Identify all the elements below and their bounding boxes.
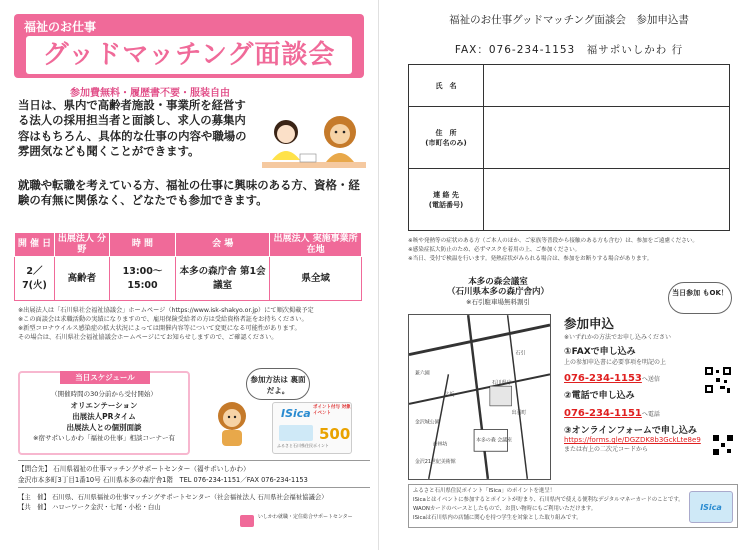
parking-note: ※石引駐車場無料割引 bbox=[466, 298, 530, 306]
isica-point-card bbox=[272, 402, 352, 454]
note-line: ※この面談会は求職活動の実績になりますので、雇用保険受給者の方は受給資格者証をお持ちください。 bbox=[18, 316, 308, 323]
col-time: 時 間 bbox=[109, 233, 175, 257]
schedule-item: （開催時間の30分前から受付開始） bbox=[51, 390, 157, 398]
map-label: 石川県庁 bbox=[491, 380, 512, 387]
points-value: 500 bbox=[319, 425, 351, 443]
col-field: 出展法人 分 野 bbox=[54, 233, 109, 257]
schedule-item: 出展法人との個別面談 bbox=[66, 423, 142, 432]
cell-time: 13:00～15:00 bbox=[109, 257, 175, 301]
map-label: 出羽町 bbox=[511, 409, 527, 416]
intro-text: 当日は、県内で高齢者施設・事業所を経営する法人の採用担当者と面談し、求人の募集内容はもちろん、具体的な仕事の内容や職場の雰囲気なども聞くことができます。 bbox=[18, 98, 247, 159]
col-area: 出展法人 実施事業所在地 bbox=[270, 233, 362, 257]
walk-in-ok-bubble: 当日参加 もOK！ bbox=[668, 282, 732, 314]
card-icon bbox=[279, 425, 313, 441]
venue-name: 本多の森会議室 bbox=[468, 277, 528, 287]
organizer-line: 【共 催】 ハローワーク金沢・七尾・小松・白山 bbox=[18, 503, 161, 511]
logo-text: いしかわ就職・定住総合サポートセンター bbox=[258, 514, 353, 520]
name-field[interactable] bbox=[484, 65, 730, 107]
point-line: ふるさと石川県住民ポイント「ISica」のポイントを進呈！ bbox=[413, 488, 556, 494]
header-banner bbox=[14, 14, 364, 78]
speech-bubble: 参加方法は 裏面だよ。 bbox=[246, 368, 310, 400]
interview-illustration-icon bbox=[262, 110, 366, 190]
point-line: ISicaは石川県内の店舗に関心を持つ学生を対象とした取り組みです。 bbox=[413, 515, 582, 521]
cell-field: 高齢者 bbox=[54, 257, 109, 301]
address-field[interactable] bbox=[484, 107, 730, 169]
cell-date: 2／7(火) bbox=[15, 257, 55, 301]
organizer-line: 【主 催】 石川県、石川県福祉の仕事マッチングサポートセンター（社会福祉法人 石川県社会福祉協議会） bbox=[18, 493, 328, 501]
flyer-front bbox=[0, 0, 372, 550]
notes bbox=[18, 306, 370, 342]
online-form-note: または右上の二次元コードから bbox=[564, 446, 649, 453]
phone-field[interactable] bbox=[484, 169, 730, 231]
form-title: 福祉のお仕事グッドマッチング面談会 参加申込書 bbox=[449, 14, 689, 26]
support-center-logo bbox=[240, 514, 370, 528]
application-form bbox=[408, 64, 730, 231]
map-label: 本多の森 会議室 bbox=[476, 437, 513, 444]
map-label: 石引 bbox=[515, 350, 526, 357]
fax-method: ①FAXで申し込み bbox=[564, 347, 636, 357]
event-table bbox=[14, 232, 362, 301]
qr-code-icon[interactable] bbox=[704, 366, 732, 394]
isica-point-info bbox=[408, 484, 738, 528]
organizers bbox=[18, 492, 370, 512]
isica-card-icon: ISica bbox=[689, 491, 733, 523]
venue-info bbox=[408, 277, 588, 307]
col-date: 開 催 日 bbox=[15, 233, 55, 257]
note-line: ※感染症拡大防止のため、必ずマスクを着用の上、ご参加ください。 bbox=[408, 247, 581, 253]
schedule-item: ※宿サポいしかわ「福祉の仕事」相談コーナー有 bbox=[33, 434, 175, 442]
intro-text-2: 就職や転職を考えている方、福祉の仕事に興味のある方、資格・経験の有無に関係なく、どなたでも参加できます。 bbox=[18, 178, 360, 208]
schedule-item: オリエンテーション bbox=[70, 401, 138, 410]
card-sub-label: ふるさと石川県住民ポイント bbox=[277, 443, 329, 448]
contact-info bbox=[18, 460, 370, 488]
header-title: グッドマッチング面談会 bbox=[26, 36, 352, 74]
points-label: ポイント付与 対象イベント bbox=[313, 405, 351, 416]
phone-number-link[interactable]: 076-234-1151 bbox=[564, 408, 642, 419]
free-entry-note: 参加費無料・履歴書不要・服装自由 bbox=[70, 88, 230, 99]
schedule-title: 当日スケジュール bbox=[60, 371, 150, 384]
fax-line: FAX：076-234-1153 福サポいしかわ 行 bbox=[454, 44, 684, 56]
note-line: ※咳や発熱等の症状のある方（ご本人のほか、ご家族等普段から接触のある方も含む）は、参加をご遠慮ください。 bbox=[408, 238, 698, 244]
fax-method-note: 上の参加申込書に必要事項を明記の上 bbox=[564, 359, 667, 366]
isica-logo: ISica bbox=[281, 407, 311, 420]
form-label-contact: 連 絡 先 (電話番号) bbox=[409, 169, 484, 231]
apply-title: 参加申込 bbox=[564, 316, 615, 331]
form-notes bbox=[408, 237, 738, 264]
venue-place: （石川県本多の森庁舎内） bbox=[446, 287, 549, 297]
header-subtitle: 福祉のお仕事 bbox=[24, 20, 97, 34]
note-line: ※当日、受付で検温を行います。発熱症状がみられる場合は、参加をお断りする場合があります。 bbox=[408, 256, 653, 262]
note-line: その場合は、石川県社会福祉協議会ホームページにてお知らせしますので、ご確認ください。 bbox=[18, 334, 278, 341]
map-label: 金沢21世紀美術館 bbox=[414, 459, 456, 466]
logo-mark-icon bbox=[240, 515, 254, 527]
contact-line: 金沢市本多町3丁目1番10号 石川県本多の森庁舎1階 TEL 076-234-1151／FAX 076-234-1153 bbox=[18, 476, 308, 484]
contact-line: 【問合先】 石川県福祉の仕事マッチングサポートセンター（福サポいしかわ） bbox=[18, 465, 250, 473]
cell-venue: 本多の森庁舎 第1会議室 bbox=[176, 257, 270, 301]
mascot-icon bbox=[212, 398, 252, 448]
note-line: ※出展法人は「石川県社会福祉協議会」ホームページ（https://www.isk-shakyo.or.jp）にて順次掲載予定 bbox=[18, 307, 314, 314]
col-venue: 会 場 bbox=[176, 233, 270, 257]
point-line: ISicaとはイベントに参加するとポイントが貯まり、石川県内で使える便利なデジタルマネーカードのことです。 bbox=[413, 497, 684, 503]
point-line: WAONカードのベースとしたもので、お買い物時にもご利用いただけます。 bbox=[413, 506, 597, 512]
online-method: ③オンラインフォームで申し込み bbox=[564, 426, 697, 436]
form-label-name: 氏 名 bbox=[409, 65, 484, 107]
map-label: 金沢城公園 bbox=[414, 419, 440, 426]
phone-method: ②電話で申し込み bbox=[564, 391, 635, 401]
cell-area: 県全域 bbox=[270, 257, 362, 301]
map-label: 広坂 bbox=[444, 392, 455, 399]
page-divider bbox=[378, 0, 379, 550]
apply-subtitle: ※いずれかの方法でお申し込みください bbox=[564, 334, 672, 341]
map-label: 兼六園 bbox=[414, 370, 430, 377]
qr-code-small-icon[interactable] bbox=[712, 434, 734, 456]
application-form-page bbox=[388, 0, 750, 550]
map-label: 香林坊 bbox=[432, 441, 448, 448]
online-form-link[interactable]: https://forms.gle/DGZDK8b3GckLte8e9 bbox=[564, 436, 701, 444]
schedule-item: 出展法人PRタイム bbox=[72, 412, 136, 421]
apply-section: 参加申込 ※いずれかの方法でお申し込みください ①FAXで申し込み 上の参加申込書に必要事項を明記の上 076-234-1153へ送信 ②電話で申し込み 076-234-1151へ電話 ③オンラインフォームで申し込み https://forms.gle/DGZDK8b3GckLte8e9 または右上の二次元コードから bbox=[564, 314, 744, 453]
form-label-address: 住 所 (市町名のみ) bbox=[409, 107, 484, 169]
venue-map bbox=[408, 314, 551, 480]
fax-number-link[interactable]: 076-234-1153 bbox=[564, 373, 642, 384]
schedule-box bbox=[18, 371, 190, 455]
note-line: ※新型コロナウイルス感染症の拡大状況によっては開催内容等について変更になる可能性があります。 bbox=[18, 325, 301, 332]
